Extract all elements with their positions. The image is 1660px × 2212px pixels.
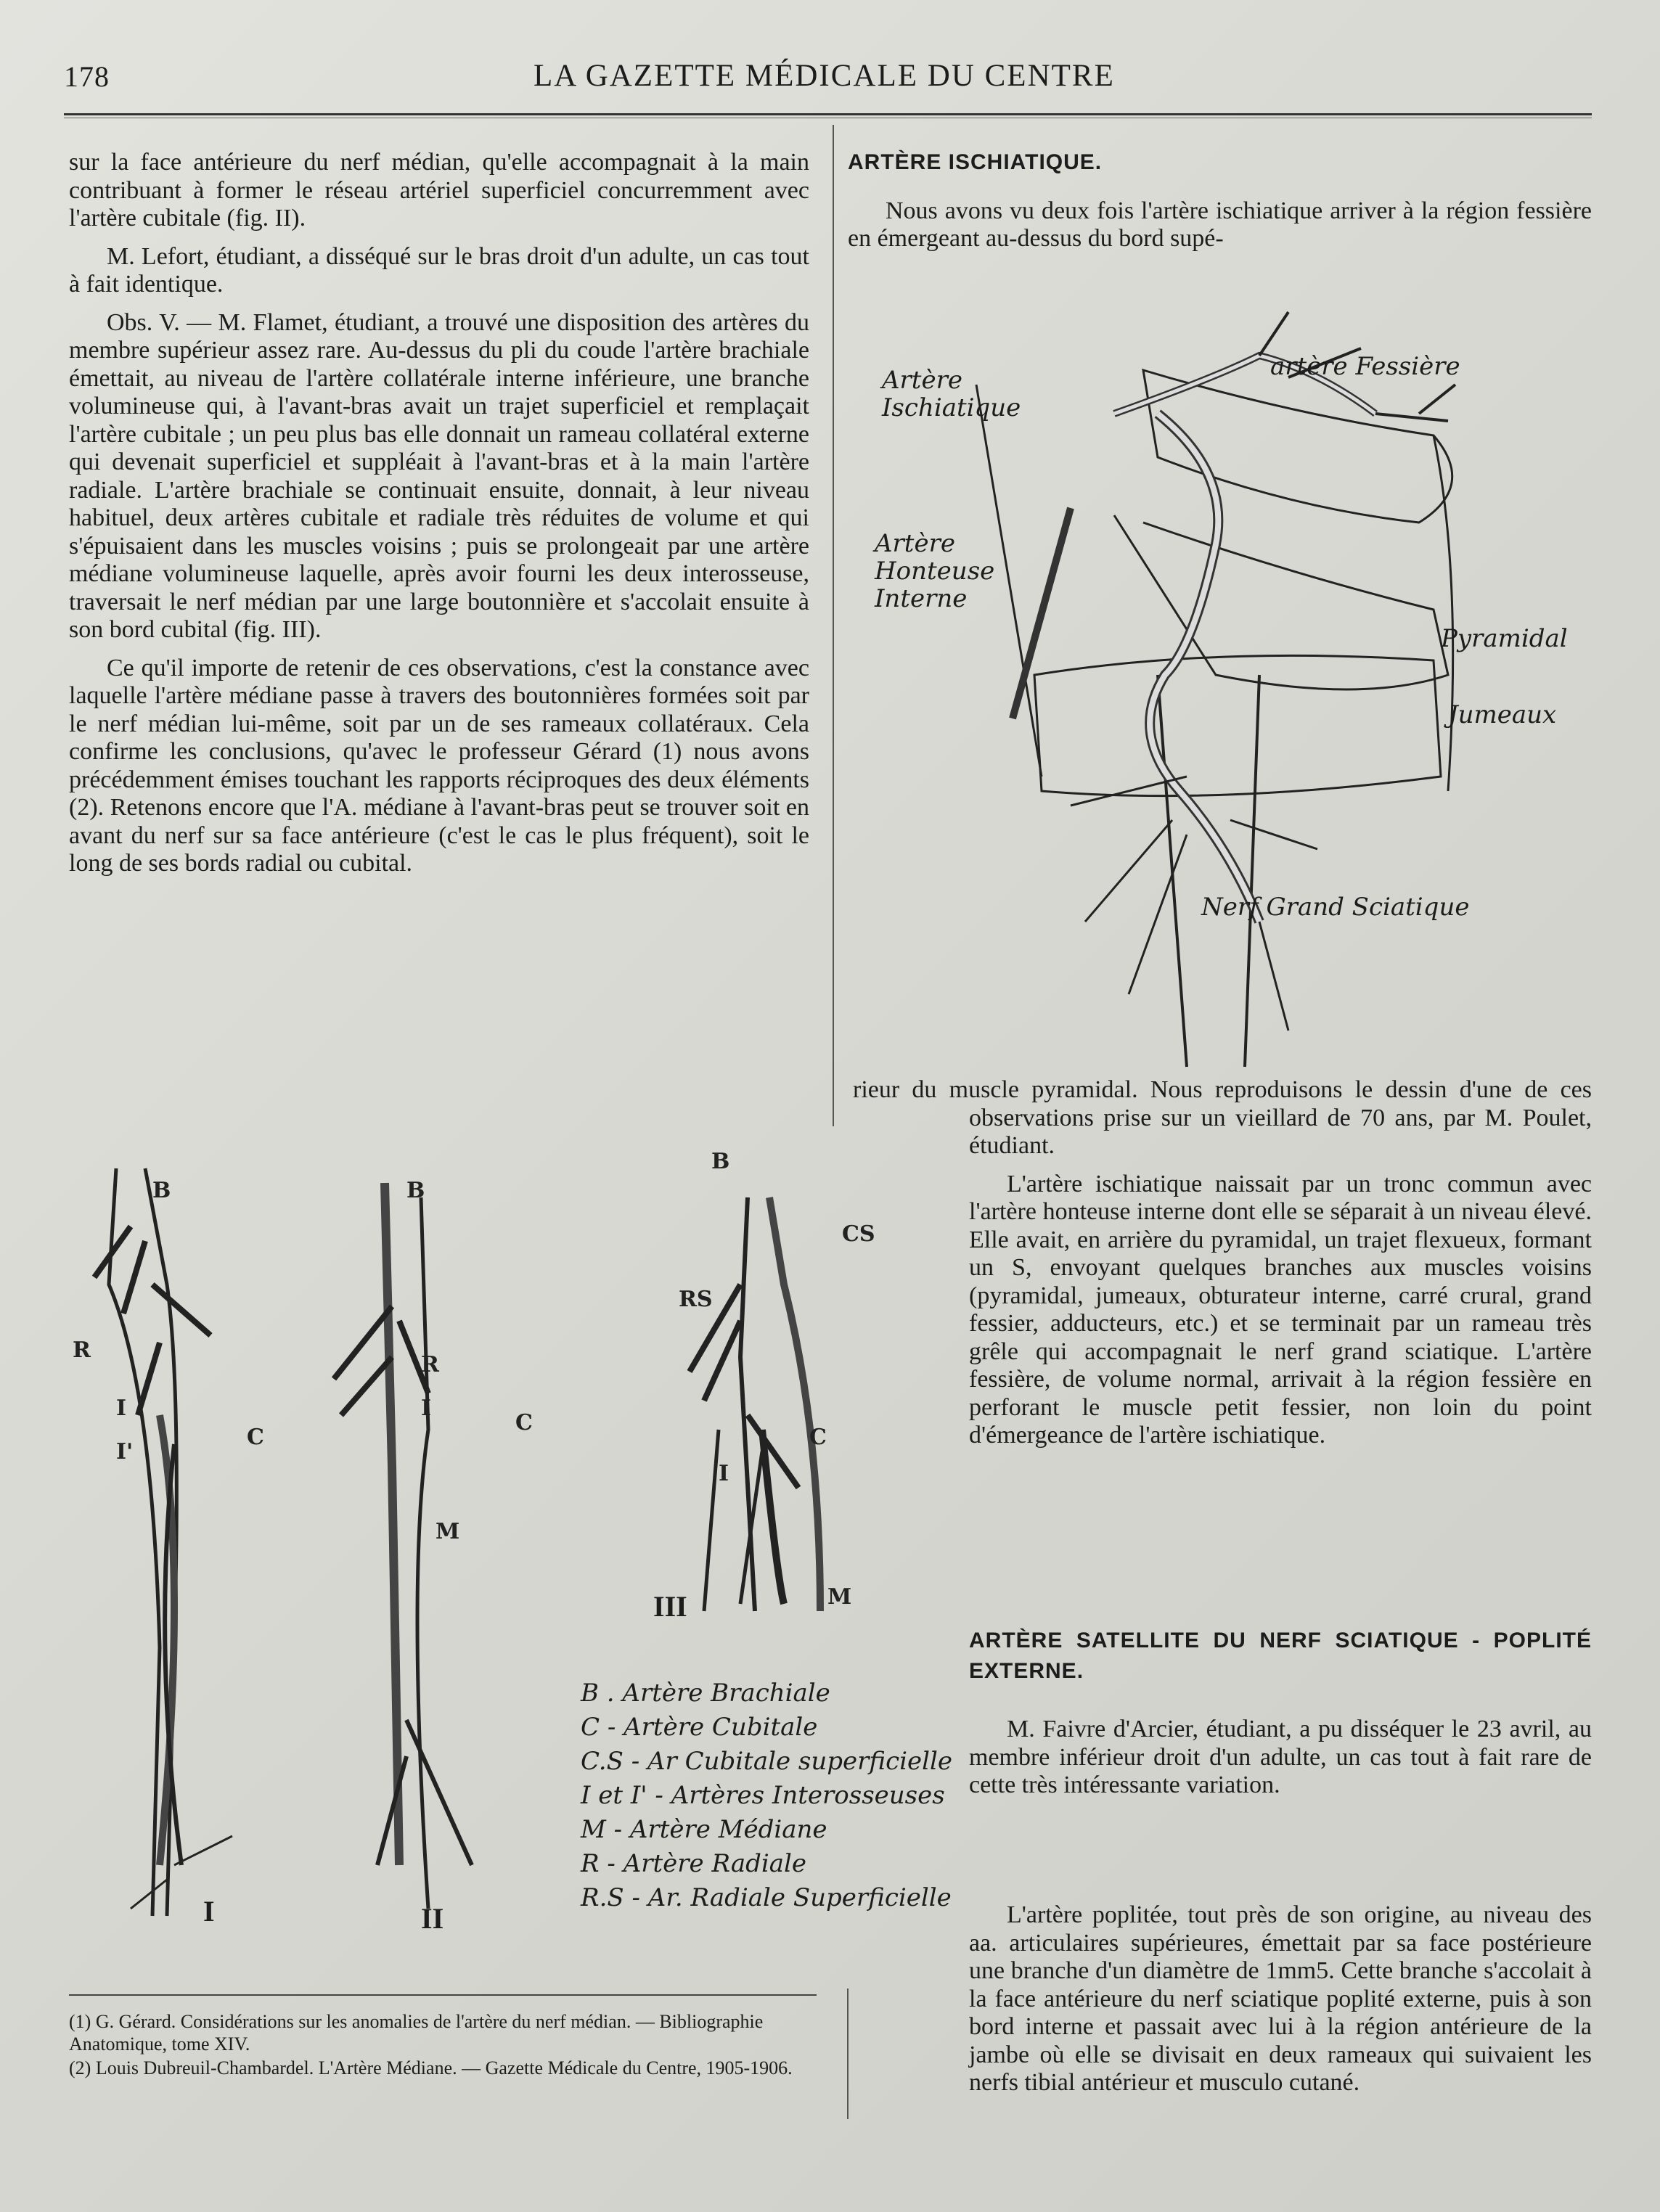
fig2-number: II [421,1902,444,1935]
legend-item: M - Artère Médiane [581,1815,827,1844]
figure-legend [581,1676,952,1915]
page-number: 178 [64,60,110,93]
paragraph: sur la face antérieure du nerf médian, qu'elle accompagnait à la main contribuant à former le réseau artériel superficiel concurremment avec l'artère cubitale (fig. II). [69,149,809,232]
fig1-label-i-prime: I' [116,1439,134,1465]
fig3-label-i: I [719,1461,729,1486]
legend-item: C.S - Ar Cubitale superficielle [581,1747,952,1776]
legend-item: I et I' - Artères Interosseuses [581,1781,945,1810]
legend-item: R.S - Ar. Radiale Superficielle [581,1883,952,1912]
fig1-label-i: I [116,1396,127,1421]
fig3-number: III [653,1590,687,1623]
fig2-label-r: R [421,1352,439,1377]
fig3-label-b: B [711,1149,730,1174]
label-artere-honteuse: Artère Honteuse Interne [875,529,995,613]
fig3-label-rs: RS [679,1287,713,1312]
legend-item: R - Artère Radiale [581,1849,807,1878]
journal-title: LA GAZETTE MÉDICALE DU CENTRE [533,59,1115,93]
fig1-label-b: B [152,1178,171,1203]
label-nerf-sciatique: Nerf Grand Sciatique [1201,893,1470,922]
column-divider-lower [847,1988,849,2119]
fig1-label-c: C [247,1425,264,1450]
label-artere-fessiere: artère Fessière [1270,352,1460,381]
paragraph: Nous avons vu deux fois l'artère ischiatique arriver à la région fessière en émergeant au-dessus du bord supé- [848,197,1592,252]
fig2-label-c: C [515,1410,533,1435]
label-pyramidal: Pyramidal [1441,624,1568,653]
footnote: (2) Louis Dubreuil-Chambardel. L'Artère Médiane. — Gazette Médicale du Centre, 1905-1906. [69,2057,793,2078]
right-column-bottom [969,1626,1592,1810]
header-rule [64,113,1592,115]
fig2-label-i: I [421,1396,432,1421]
footnotes [69,2010,809,2081]
right-column-last [853,1901,1592,2107]
fig2-label-m: M [436,1519,460,1544]
fig1-label-r: R [73,1338,91,1363]
label-jumeaux: Jumeaux [1448,700,1557,729]
label-artere-ischiatique: Artère Ischiatique [882,366,1021,422]
footnote: (1) G. Gérard. Considérations sur les anomalies de l'artère du nerf médian. — Bibliographie Anatomique, tome XIV. [69,2011,764,2055]
paragraph: Ce qu'il importe de retenir de ces observations, c'est la constance avec laquelle l'artère médiane passe à travers des boutonnières formées soit par le nerf médian lui-même, soit par un de ses rameaux collatéraux. Cela confirme les conclusions, qu'avec le professeur Gérard (1) nous avons précédemment émises touchant les rapports réciproques des deux éléments (2). Retenons encore que l'A. médiane à l'avant-bras peut se trouver soit en avant du nerf sur sa face antérieure (c'est le cas le plus fréquent), soit le long de ses bords radial ou cubital. [69,654,809,877]
right-column-middle [853,1076,1592,1460]
ischiatic-figure [853,269,1586,1067]
legend-item: C - Artère Cubitale [581,1713,818,1742]
fig3-label-cs: CS [842,1221,875,1247]
fig1-number: I [203,1895,215,1928]
footnote-rule [69,1994,817,1996]
fig3-label-m: M [827,1584,852,1610]
section-title: ARTÈRE SATELLITE DU NERF SCIATIQUE - POPLITÉ EXTERNE. [969,1629,1592,1683]
fig3-label-c: C [809,1425,827,1450]
paragraph: rieur du muscle pyramidal. Nous reproduisons le dessin d'une de ces observations prise sur un vieillard de 70 ans, par M. Poulet, étudiant. [853,1076,1592,1159]
right-column-top [848,149,1592,263]
section-title: ARTÈRE ISCHIATIQUE. [848,150,1103,174]
legend-item: B . Artère Brachiale [581,1679,830,1708]
paragraph: M. Faivre d'Arcier, étudiant, a pu disséquer le 23 avril, au membre inférieur droit d'un adulte, un cas tout à fait rare de cette très intéressante variation. [969,1716,1592,1798]
paragraph: L'artère poplitée, tout près de son origine, au niveau des aa. articulaires supérieures, émettait par sa face postérieure une branche d'un diamètre de 1mm5. Cette branche s'accolait à la face antérieure du nerf sciatique poplité externe, puis à son bord interne et passait avec lui à la région antérieure de la jambe où elle se divisait en deux rameaux qui suivaient les nerfs tibial antérieur et musculo cutané. [969,1901,1592,2096]
paragraph: M. Lefort, étudiant, a disséqué sur le bras droit d'un adulte, un cas tout à fait identique. [69,242,809,298]
paragraph: L'artère ischiatique naissait par un tronc commun avec l'artère honteuse interne dont elle se séparait à un niveau élevé. Elle avait, en arrière du pyramidal, un trajet flexueux, formant un S, envoyant quelques branches aux muscles voisins (pyramidal, jumeaux, obturateur interne, carré crural, grand fessier, adducteurs, etc.) et se terminait par un rameau très grêle qui accompagnait le nerf grand sciatique. L'artère fessière, de volume normal, arrivait à la région fessière en perforant le muscle petit fessier, non loin du point d'émergeance de l'artère ischiatique. [969,1170,1592,1449]
fig2-label-b: B [406,1178,425,1203]
column-divider [833,125,834,1126]
fig-labels [73,1149,875,1610]
paragraph: Obs. V. — M. Flamet, étudiant, a trouvé une disposition des artères du membre supérieur assez rare. Au-dessus du pli du coude l'artère brachiale émettait, au niveau de l'artère collatérale interne inférieure, une branche volumineuse qui, à l'avant-bras avait un trajet superficiel et remplaçait l'artère cubitale ; un peu plus bas elle donnait un rameau collatéral externe qui devenait superficiel et suppléait à l'avant-bras et à la main l'artère radiale. L'artère brachiale se continuait ensuite, donnait, à leur niveau habituel, deux artères cubitale et radiale très réduites de volume et qui s'épuisaient dans les muscles voisins ; puis se prolongeait par une artère médiane volumineuse laquelle, après avoir fourni les deux interosseuse, traversait le nerf médian par une large boutonnière et s'accolait ensuite à son bord cubital (fig. III). [69,308,809,643]
left-column [69,149,809,888]
